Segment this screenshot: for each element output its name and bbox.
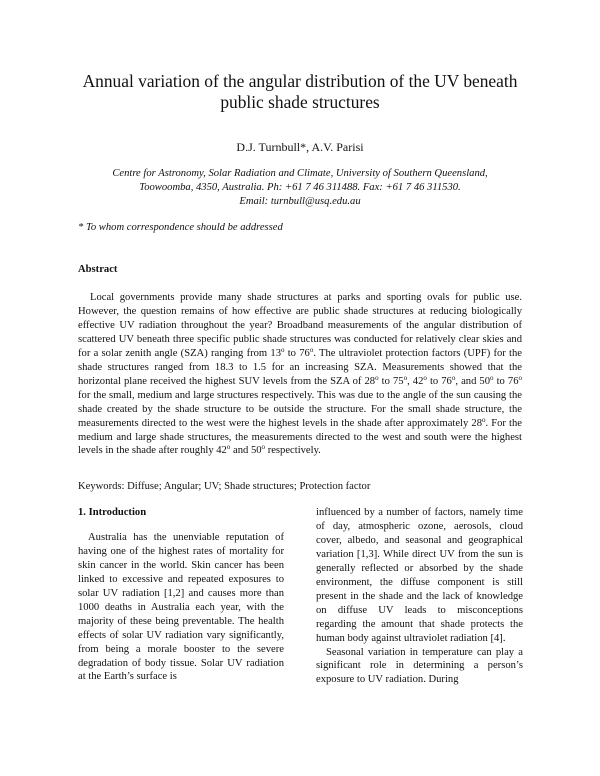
paper-title: Annual variation of the angular distribution of the UV beneath public shade structures (82, 71, 518, 112)
degree-mark: o (309, 345, 314, 354)
section-heading-introduction: 1. Introduction (78, 507, 147, 518)
degree-mark: o (226, 443, 231, 452)
email-line: Email: turnbull@usq.edu.au (239, 196, 361, 208)
abstract-text: Local governments provide many shade structures at parks and sporting ovals for public use. However, the question remains of how effective are public shade structures at reducing biologically effective UV radiation throughout the year? Broadband measurements of the angular distribution of scattered UV beneath three specific public shade structures was conducted for relatively clear skies and for a solar zenith angle (SZA) ranging from 13$^o$ to 76$^o$. The ultraviolet protection factors (UPF) for the shade structures ranged from 18.3 to 1.5 for an increasing SZA. Measurements showed that the horizontal plane received the highest SUV levels from the SZA of 28$^o$ to 75$^o$, 42$^o$ to 76$^o$, and 50$^o$ to 76$^o$ for the small, medium and large structures respectively. This was due to the angle of the sun causing the shade created by the shade structure to be outside the structure. For the small shade structure, the measurements directed to the west were the highest levels in the shade after approximately 28$^o$. For the medium and large shade structures, the measurements directed to the west and south were the highest levels in the shade after roughly 42$^o$ and 50$^o$ respectively. (78, 292, 523, 457)
degree-mark: o (490, 373, 494, 382)
correspondence-note: * To whom correspondence should be addressed (78, 222, 283, 233)
author-list: D.J. Turnbull*, A.V. Parisi (236, 140, 364, 154)
abstract-heading: Abstract (78, 264, 118, 275)
body-paragraph: influenced by a number of factors, namely time of day, atmospheric ozone, aerosols, cloud cover, albedo, and seasonal and geographical variation [1,3]. While direct UV from the sun is generally reflected or absorbed by the shade environment, the diffuse component is still present in the shade and the lack of knowledge on diffuse UV leads to misconceptions regarding the amount that shade protects the human body against ultraviolet radiation [4]. (316, 507, 523, 644)
degree-mark: o (281, 345, 285, 354)
keywords: Keywords: Diffuse; Angular; UV; Shade structures; Protection factor (78, 481, 371, 492)
affiliation-line: Centre for Astronomy, Solar Radiation and Climate, University of Southern Queensland, (112, 168, 488, 179)
degree-mark: o (518, 373, 522, 382)
degree-mark: o (403, 373, 408, 382)
column-left (78, 506, 284, 684)
degree-mark: o (423, 373, 427, 382)
affiliation (60, 167, 540, 210)
body-paragraph: Seasonal variation in temperature can play a significant role in determining a person’s exposure to UV radiation. During (316, 646, 523, 686)
degree-mark: o (482, 415, 486, 424)
body-paragraph: Australia has the unenviable reputation of having one of the highest rates of mortality for skin cancer in the world. Skin cancer has been linked to excessive and repeated exposures to solar UV radiation [1,2] and causes more than 1000 deaths in Australia each year, with the majority of these being preventable. The health effects of solar UV radiation vary significantly, from being a morale booster to the severe degradation of body tissue. Solar UV radiation at the Earth’s surface is (78, 531, 284, 683)
degree-mark: o (451, 373, 456, 382)
column-right (316, 506, 523, 687)
affiliation-line: Toowoomba, 4350, Australia. Ph: +61 7 46 311488. Fax: +61 7 46 311530. (139, 182, 461, 194)
degree-mark: o (375, 373, 379, 382)
degree-mark: o (261, 443, 266, 452)
